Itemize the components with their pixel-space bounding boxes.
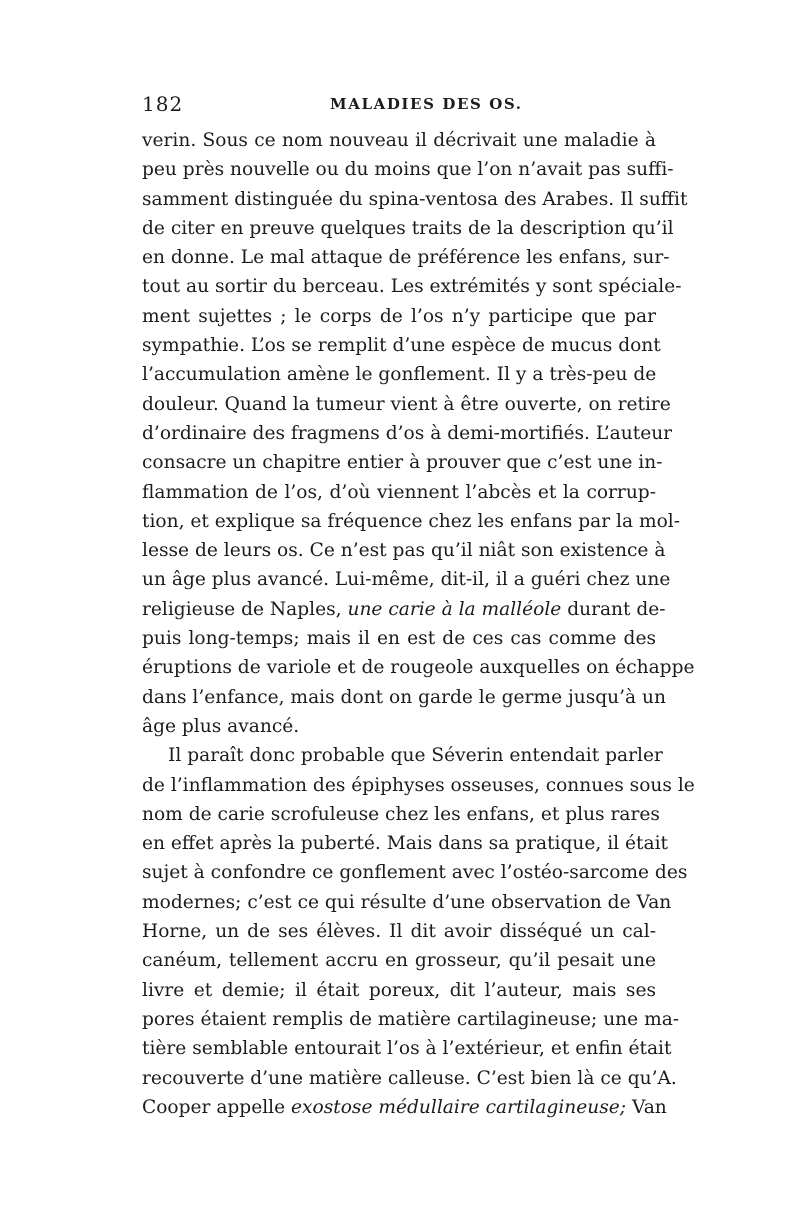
page-number: 182 xyxy=(142,92,184,116)
text-line: éruptions de variole et de rougeole auxquelles on échappe xyxy=(142,657,695,679)
text-line xyxy=(142,595,666,624)
paragraph-end-line: âge plus avancé. xyxy=(142,715,300,737)
text-line: Horne, un de ses élèves. Il dit avoir disséqué un cal- xyxy=(142,921,656,943)
body-text xyxy=(142,126,695,1122)
text-line: lesse de leurs os. Ce n’est pas qu’il niât son existence à xyxy=(142,540,666,562)
text-line: recouverte d’une matière calleuse. C’est bien là ce qu’A. xyxy=(142,1067,677,1089)
italic-phrase: exostose médullaire cartilagineuse; xyxy=(291,1096,627,1118)
text-line: modernes; c’est ce qui résulte d’une observation de Van xyxy=(142,891,672,913)
text-line: peu près nouvelle ou du moins que l’on n’avait pas suffi- xyxy=(142,159,674,181)
page-header xyxy=(142,92,656,118)
text-line: douleur. Quand la tumeur vient à être ouverte, on retire xyxy=(142,393,671,415)
text-line: de l’inflammation des épiphyses osseuses, connues sous le xyxy=(142,774,695,796)
text-line: livre et demie; il était poreux, dit l’auteur, mais ses xyxy=(142,979,656,1001)
text-line: sujet à confondre ce gonflement avec l’ostéo-sarcome des xyxy=(142,862,688,884)
text-line: tout au sortir du berceau. Les extrémités y sont spéciale- xyxy=(142,276,682,298)
italic-phrase: une carie à la malléole xyxy=(347,598,562,620)
text-line: tière semblable entourait l’os à l’extérieur, et enfin était xyxy=(142,1038,672,1060)
text-line: sympathie. L’os se remplit d’une espèce de mucus dont xyxy=(142,335,661,357)
text-line: puis long-temps; mais il en est de ces cas comme des xyxy=(142,628,656,650)
text-line: canéum, tellement accru en grosseur, qu’il pesait une xyxy=(142,950,656,972)
text-line: verin. Sous ce nom nouveau il décrivait une maladie à xyxy=(142,130,656,151)
text-line: ment sujettes ; le corps de l’os n’y participe que par xyxy=(142,305,656,327)
running-title: MALADIES DES OS. xyxy=(330,95,523,113)
text-line: en donne. Le mal attaque de préférence les enfans, sur- xyxy=(142,247,670,269)
text-line: de citer en preuve quelques traits de la description qu’il xyxy=(142,217,674,239)
text-line: samment distinguée du spina-ventosa des Arabes. Il suffit xyxy=(142,188,688,210)
text-run: Cooper appelle xyxy=(142,1096,292,1118)
text-line: l’accumulation amène le gonflement. Il y a très-peu de xyxy=(142,364,657,386)
text-line: d’ordinaire des fragmens d’os à demi-mortifiés. L’auteur xyxy=(142,422,673,444)
text-line: flammation de l’os, d’où viennent l’abcès et la corrup- xyxy=(142,481,656,503)
text-line: en effet après la puberté. Mais dans sa pratique, il était xyxy=(142,833,668,855)
text-line: consacre un chapitre entier à prouver que c’est une in- xyxy=(142,452,663,474)
text-line: tion, et explique sa fréquence chez les enfans par la mol- xyxy=(142,510,681,532)
text-line xyxy=(142,1093,667,1122)
text-line: dans l’enfance, mais dont on garde le germe jusqu’à un xyxy=(142,686,666,708)
text-run: religieuse de Naples, xyxy=(142,598,348,620)
paragraph-start-line: Il paraît donc probable que Séverin entendait parler xyxy=(168,745,663,767)
text-line: nom de carie scrofuleuse chez les enfans, et plus rares xyxy=(142,803,660,825)
text-run: durant de- xyxy=(561,598,666,620)
text-run: Van xyxy=(626,1096,667,1118)
text-line: pores étaient remplis de matière cartilagineuse; une ma- xyxy=(142,1008,680,1030)
text-line: un âge plus avancé. Lui-même, dit-il, il a guéri chez une xyxy=(142,569,671,591)
